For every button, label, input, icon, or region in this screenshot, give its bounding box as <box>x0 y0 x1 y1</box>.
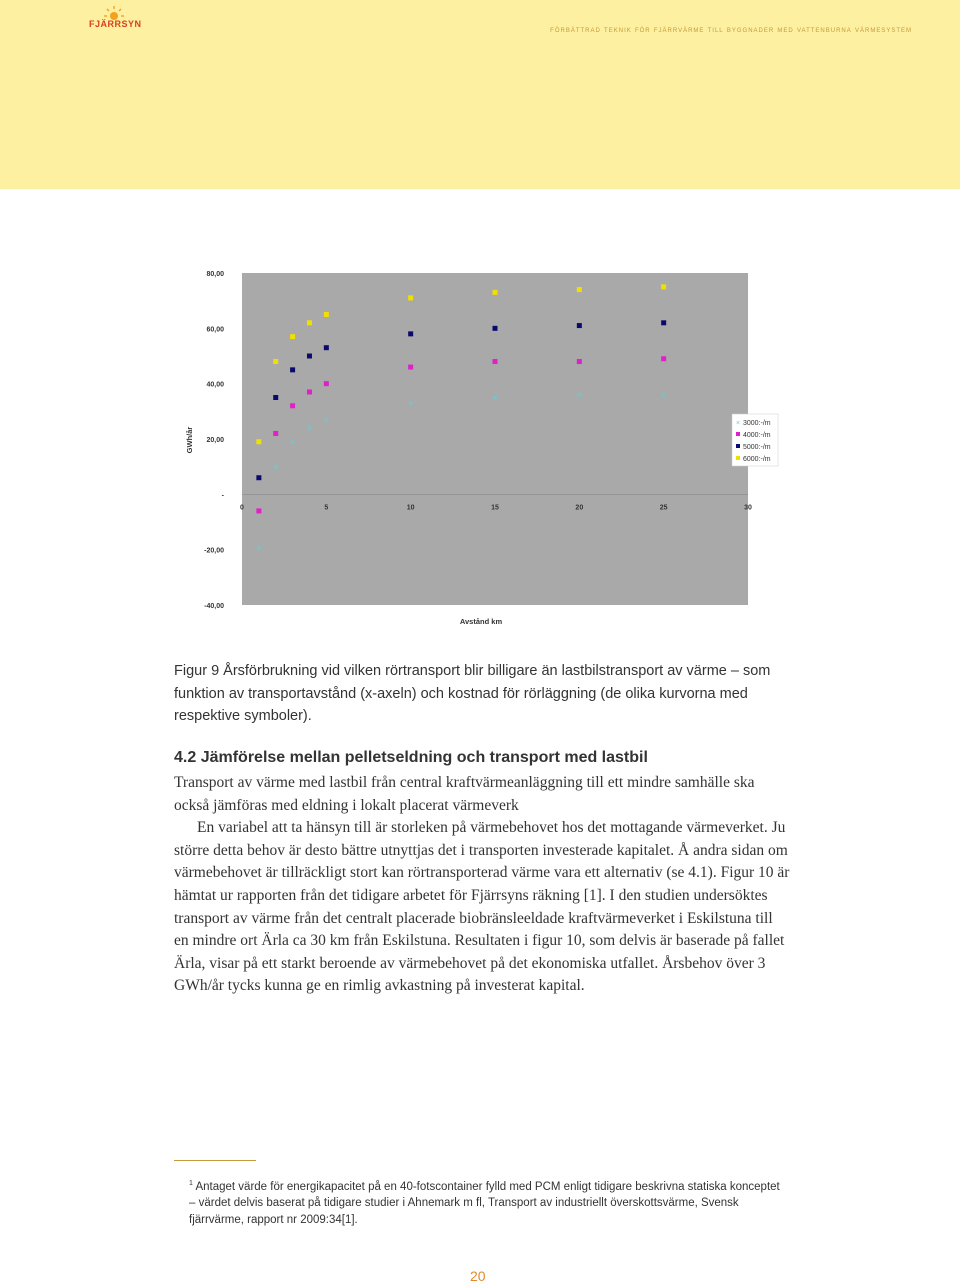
section-heading: 4.2 Jämförelse mellan pelletseldning och transport med lastbil <box>174 749 648 766</box>
data-point-2 <box>307 389 312 394</box>
data-point-3 <box>256 475 261 480</box>
y-tick-label: -20,00 <box>204 547 224 555</box>
page-header <box>0 0 960 189</box>
data-point-1: × <box>576 390 582 400</box>
data-point-4 <box>577 287 582 292</box>
data-point-2 <box>324 381 329 386</box>
data-point-3 <box>290 367 295 372</box>
footnote <box>189 1176 789 1228</box>
data-point-1: × <box>408 399 414 409</box>
data-point-3 <box>493 326 498 331</box>
footnote-rule <box>174 1160 256 1161</box>
scatter-chart <box>180 260 780 630</box>
legend-marker: × <box>735 420 741 427</box>
data-point-1: × <box>256 542 262 552</box>
data-point-1: × <box>307 423 312 433</box>
x-tick-label: 10 <box>406 504 415 512</box>
legend-label: 3000:-/m <box>743 420 771 427</box>
data-point-4 <box>324 312 329 317</box>
data-point-2 <box>493 359 498 364</box>
data-point-2 <box>273 431 278 436</box>
figure-9-chart <box>180 260 780 630</box>
data-point-3 <box>324 345 329 350</box>
data-point-4 <box>256 439 261 444</box>
data-point-1: × <box>661 390 667 400</box>
data-point-3 <box>273 395 278 400</box>
page-number: 20 <box>470 1268 486 1284</box>
figure-caption: Figur 9 Årsförbrukning vid vilken rörtransport blir billigare än lastbilstransport av värme – som funktion av transportavstånd (x-axeln) och kostnad för rörläggning (de olika kurvorna med respektive symboler). <box>174 663 771 724</box>
x-tick-label: 20 <box>575 504 584 512</box>
legend-label: 5000:-/m <box>743 444 771 451</box>
footnote-text: Antaget värde för energikapacitet på en 40-fotscontainer fylld med PCM enligt tidigare beskrivna statiska konceptet – värdet delvis baserat på tidigare studier i Ahnemark m fl, Transport av industriellt överskottsvärme, Svensk fjärrvärme, rapport nr 2009:34[1]. <box>189 1180 780 1226</box>
legend-label: 4000:-/m <box>743 432 771 439</box>
data-point-2 <box>577 359 582 364</box>
data-point-4 <box>408 295 413 300</box>
legend-marker <box>736 456 740 460</box>
y-tick-label: 40,00 <box>206 381 224 389</box>
legend-marker <box>736 444 740 448</box>
data-point-3 <box>661 320 666 325</box>
y-axis-label: GWh/år <box>185 426 194 454</box>
plot-area <box>242 273 748 605</box>
data-point-1: × <box>323 415 329 425</box>
data-point-1: × <box>290 437 295 447</box>
data-point-2 <box>408 365 413 370</box>
data-point-2 <box>256 508 261 513</box>
data-point-4 <box>661 284 666 289</box>
data-point-1: × <box>492 393 498 403</box>
data-point-2 <box>290 403 295 408</box>
legend-marker <box>736 432 740 436</box>
data-point-4 <box>290 334 295 339</box>
legend-label: 6000:-/m <box>743 456 771 463</box>
running-title: förbättrad teknik för fjärrvärme till byggnader med vattenburna värmesystem <box>550 25 912 34</box>
paragraph-1: Transport av värme med lastbil från central kraftvärmeanläggning till ett mindre samhälle ska också jämföras med eldning i lokalt placerat värmeverk <box>174 774 755 814</box>
x-tick-label: 0 <box>240 504 244 512</box>
data-point-3 <box>307 354 312 359</box>
data-point-3 <box>577 323 582 328</box>
y-tick-label: 60,00 <box>206 326 224 334</box>
paragraph-2: En variabel att ta hänsyn till är storleken på värmebehovet hos det mottagande värmeverket. Ju större detta behov är desto bättre utnyttjas det i transporten investerade kapitalet. Å andra sidan om värmebehovet är tillräckligt stort kan rörtransporterad värme vara ett alternativ (se 4.1). Figur 10 är hämtat ur rapporten från det tidigare arbetet för Fjärrsyns räkning [1]. I den studien undersöktes transport av värme från det centralt placerade biobränsleeldade kraftvärmeverket i Eskilstuna till en mindre ort Ärla ca 30 km från Eskilstuna. Resultaten i figur 10, som delvis är baserade på fallet Ärla, visar på ett starkt beroende av värmebehovet på det ekonomiska utfallet. Årsbehov över 3 GWh/år tycks kunna ge en rimlig avkastning på investerat kapital. <box>174 819 790 995</box>
data-point-1: × <box>273 462 279 472</box>
logo-text: FJÄRRSYN <box>89 19 142 29</box>
data-point-4 <box>307 320 312 325</box>
y-tick-label: 80,00 <box>206 271 224 278</box>
data-point-4 <box>273 359 278 364</box>
x-tick-label: 25 <box>659 504 668 512</box>
footnote-marker: 1 <box>189 1180 193 1187</box>
y-tick-label: - <box>221 492 224 500</box>
data-point-2 <box>661 356 666 361</box>
y-tick-label: 20,00 <box>206 437 224 444</box>
x-axis-label: Avstånd km <box>459 617 503 626</box>
y-tick-label: -40,00 <box>204 603 224 610</box>
x-tick-label: 5 <box>324 504 329 512</box>
x-tick-label: 30 <box>744 504 752 512</box>
data-point-3 <box>408 331 413 336</box>
x-tick-label: 15 <box>491 504 499 512</box>
data-point-4 <box>493 290 498 295</box>
section-body <box>174 772 790 998</box>
